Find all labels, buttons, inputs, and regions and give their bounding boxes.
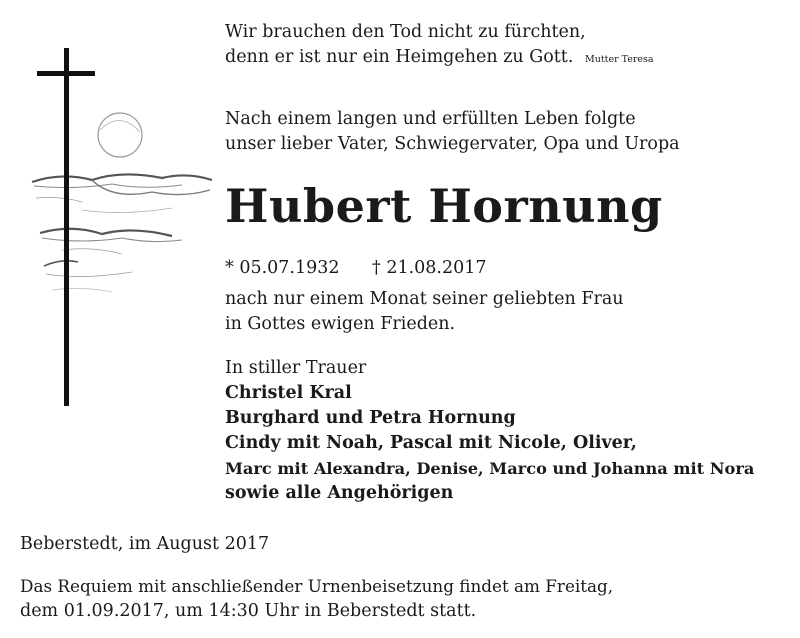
service-line-1: Das Requiem mit anschließender Urnenbeisetzung findet am Freitag, [20, 576, 614, 596]
service-line-2: dem 01.09.2017, um 14:30 Uhr in Beberstedt statt. [20, 601, 477, 621]
followup-line-1: nach nur einem Monat seiner geliebten Frau [225, 289, 624, 309]
followup-line-2: in Gottes ewigen Frieden. [225, 314, 456, 334]
mourner-name: Cindy mit Noah, Pascal mit Nicole, Oliver, [225, 433, 637, 453]
sun-icon [98, 113, 142, 157]
mourners-heading: In stiller Trauer [225, 358, 367, 378]
quote-attribution: Mutter Teresa [585, 54, 654, 65]
mourner-name: sowie alle Angehörigen [225, 483, 454, 503]
cross-landscape-illustration [22, 40, 222, 412]
quote-line-1: Wir brauchen den Tod nicht zu fürchten, [225, 22, 586, 42]
cross-icon [37, 48, 95, 406]
intro-line-2: unser lieber Vater, Schwiegervater, Opa und Uropa [225, 134, 680, 154]
death-date: † 21.08.2017 [372, 258, 487, 278]
deceased-name: Hubert Hornung [225, 179, 663, 233]
mourner-name: Marc mit Alexandra, Denise, Marco und Johanna mit Nora [225, 459, 755, 478]
mourner-name: Christel Kral [225, 383, 352, 403]
quote-line-2: denn er ist nur ein Heimgehen zu Gott. [225, 47, 574, 67]
landscape-sketch [32, 174, 212, 292]
intro-line-1: Nach einem langen und erfüllten Leben folgte [225, 109, 636, 129]
birth-date: * 05.07.1932 [225, 258, 340, 278]
mourner-name: Burghard und Petra Hornung [225, 408, 516, 428]
place-date: Beberstedt, im August 2017 [20, 534, 270, 554]
